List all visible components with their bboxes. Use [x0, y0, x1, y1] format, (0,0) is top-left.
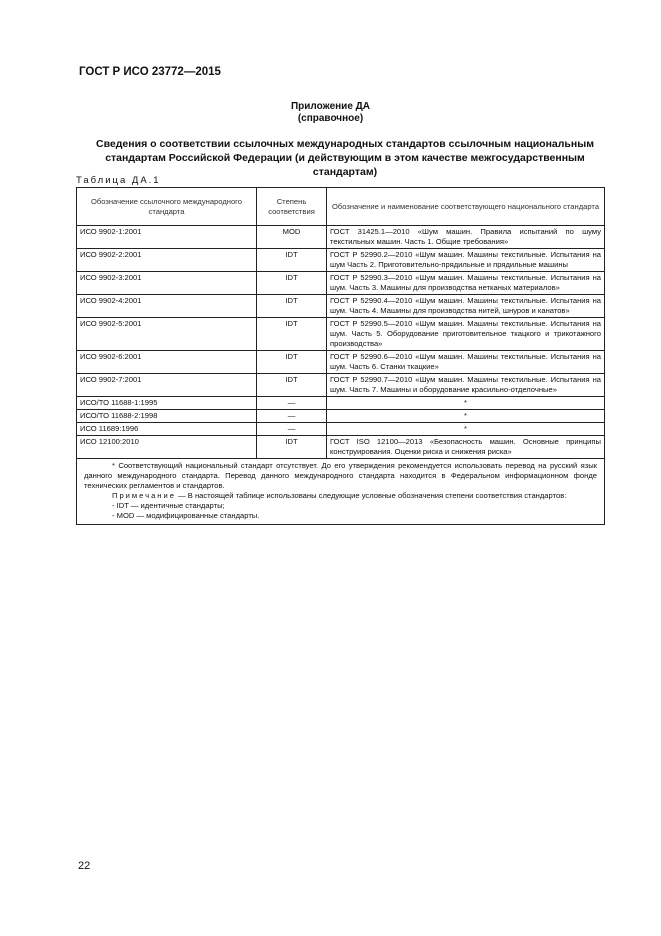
legend-mod: - MOD — модифицированные стандарты. [112, 511, 260, 520]
cell-national: * [327, 397, 605, 410]
cell-national: ГОСТ Р 52990.6—2010 «Шум машин. Машины текстильные. Испытания на шум. Часть 6. Станки ткацкие» [327, 351, 605, 374]
table-row [77, 318, 605, 351]
header-degree: Степень соответствия [257, 188, 327, 226]
cell-degree: IDT [257, 295, 327, 318]
table-row [77, 272, 605, 295]
cell-international: ИСО/ТО 11688-1:1995 [77, 397, 257, 410]
cell-national: * [327, 423, 605, 436]
cell-international: ИСО/ТО 11688-2:1998 [77, 410, 257, 423]
cell-degree: IDT [257, 249, 327, 272]
cell-international: ИСО 9902-2:2001 [77, 249, 257, 272]
footnote: * Соответствующий национальный стандарт отсутствует. До его утверждения рекомендуется использовать перевод на русский язык данного международного стандарта. Перевод данного международного стандарта находится в Федеральном информационном фонде технических регламентов и стандартов. [84, 461, 597, 490]
table-row [77, 295, 605, 318]
cell-national: ГОСТ 31425.1—2010 «Шум машин. Правила испытаний по шуму текстильных машин. Часть 1. Общие требования» [327, 226, 605, 249]
cell-degree: — [257, 397, 327, 410]
note [84, 491, 597, 501]
table-header-row [77, 188, 605, 226]
section-heading: Сведения о соответствии ссылочных международных стандартов ссылочным национальным стандартам Российской Федерации (и действующим в этом качестве межгосударственным стандартам) [96, 138, 594, 178]
table-row [77, 410, 605, 423]
table-row [77, 374, 605, 397]
table-footer-row [77, 459, 605, 525]
cell-international: ИСО 9902-5:2001 [77, 318, 257, 351]
cell-degree: — [257, 410, 327, 423]
cell-national: * [327, 410, 605, 423]
appendix-heading [0, 101, 661, 125]
table-row [77, 397, 605, 410]
cell-degree: MOD [257, 226, 327, 249]
cell-national: ГОСТ Р 52990.4—2010 «Шум машин. Машины текстильные. Испытания на шум. Часть 4. Машины для производства нитей, шнуров и канатов» [327, 295, 605, 318]
header-national: Обозначение и наименование соответствующего национального стандарта [327, 188, 605, 226]
table-row [77, 423, 605, 436]
cell-national: ГОСТ Р 52990.7—2010 «Шум машин. Машины текстильные. Испытания на шум. Часть 7. Машины и оборудование красильно-отделочные» [327, 374, 605, 397]
cell-national: ГОСТ ISO 12100—2013 «Безопасность машин. Основные принципы конструирования. Оценки риска и снижения риска» [327, 436, 605, 459]
table-row [77, 351, 605, 374]
table-footer-cell [77, 459, 605, 525]
appendix-subtitle: (справочное) [297, 113, 364, 124]
appendix-title: Приложение ДА [290, 101, 371, 112]
note-text: — В настоящей таблице использованы следующие условные обозначения степени соответствия стандартов: [175, 491, 567, 500]
cell-degree: IDT [257, 436, 327, 459]
cell-degree: IDT [257, 374, 327, 397]
cell-national: ГОСТ Р 52990.3—2010 «Шум машин. Машины текстильные. Испытания на шум. Часть 3. Машины для производства нетканых материалов» [327, 272, 605, 295]
cell-international: ИСО 9902-7:2001 [77, 374, 257, 397]
cell-national: ГОСТ Р 52990.5—2010 «Шум машин. Машины текстильные. Испытания на шум. Часть 5. Оборудование приготовительное ткацкого и трикотажного производства» [327, 318, 605, 351]
cell-international: ИСО 9902-1:2001 [77, 226, 257, 249]
table-row [77, 226, 605, 249]
table-row [77, 249, 605, 272]
cell-international: ИСО 9902-4:2001 [77, 295, 257, 318]
cell-international: ИСО 11689:1996 [77, 423, 257, 436]
note-label: Примечание [112, 491, 176, 500]
table-row [77, 436, 605, 459]
cell-national: ГОСТ Р 52990.2—2010 «Шум машин. Машины текстильные. Испытания на шум Часть 2. Приготовительно-прядильные и прядильные машины [327, 249, 605, 272]
cell-degree: IDT [257, 272, 327, 295]
document-code: ГОСТ Р ИСО 23772—2015 [79, 66, 221, 78]
cell-degree: IDT [257, 318, 327, 351]
page-number: 22 [78, 860, 91, 872]
cell-international: ИСО 9902-6:2001 [77, 351, 257, 374]
correspondence-table [76, 187, 605, 525]
header-international: Обозначение ссылочного международного стандарта [77, 188, 257, 226]
cell-international: ИСО 9902-3:2001 [77, 272, 257, 295]
cell-degree: IDT [257, 351, 327, 374]
legend-idt: - IDT — идентичные стандарты; [112, 501, 225, 510]
table-label: Таблица ДА.1 [76, 175, 161, 186]
cell-international: ИСО 12100:2010 [77, 436, 257, 459]
cell-degree: — [257, 423, 327, 436]
